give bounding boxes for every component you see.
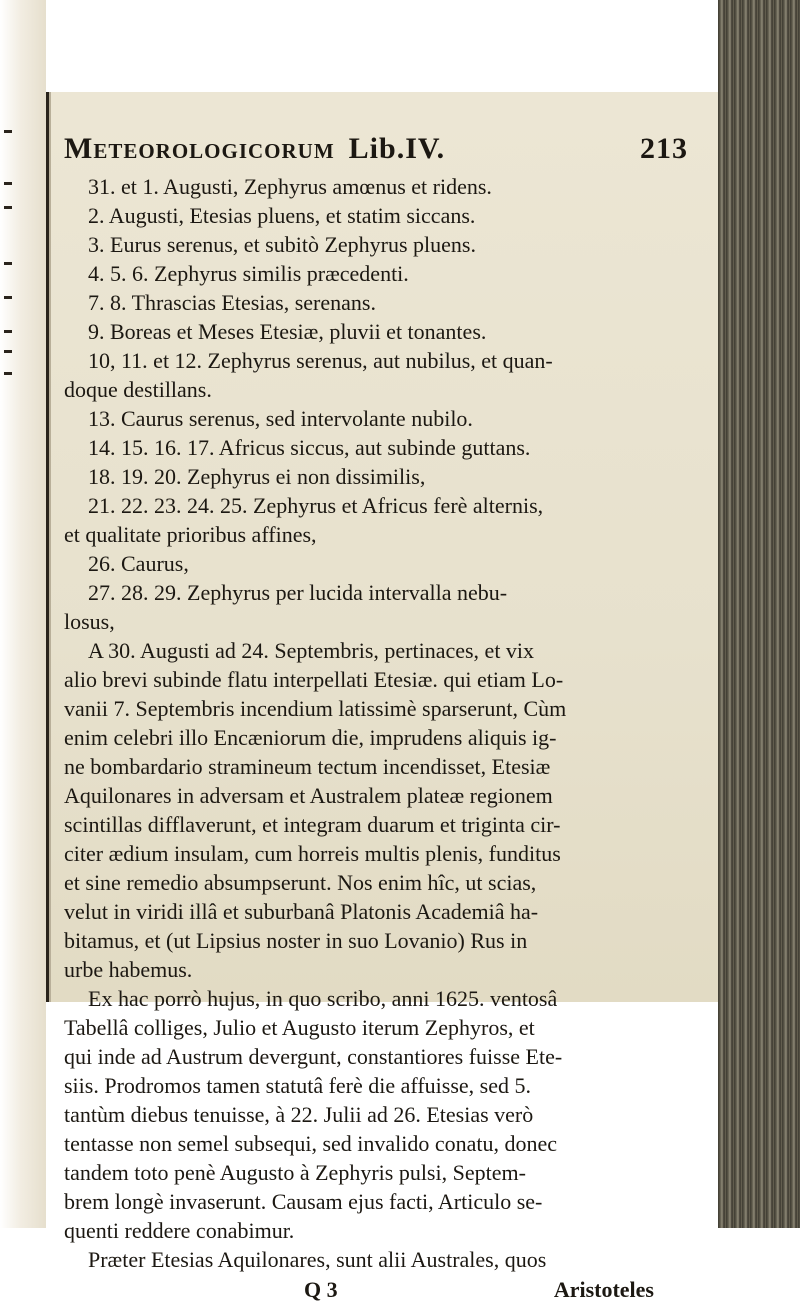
text-line: alio brevi subinde flatu interpellati Etesiæ. qui etiam Lo- (64, 667, 564, 692)
text-line: tandem toto penè Augusto à Zephyris pulsi, Septem- (64, 1160, 526, 1185)
text-line: 9. Boreas et Meses Etesiæ, pluvii et tonantes. (88, 319, 487, 344)
text-line: urbe habemus. (64, 957, 193, 982)
text-line: 3. Eurus serenus, et subitò Zephyrus pluens. (88, 232, 476, 257)
book-edge (718, 0, 800, 1228)
text-line: 21. 22. 23. 24. 25. Zephyrus et Africus ferè alternis, (88, 493, 544, 518)
text-line: 14. 15. 16. 17. Africus siccus, aut subinde guttans. (88, 435, 531, 460)
text-line: brem longè invaserunt. Causam ejus facti, Articulo se- (64, 1189, 543, 1214)
facing-page-edge (0, 0, 48, 1228)
text-line: 26. Caurus, (88, 551, 189, 576)
text-line: citer ædium insulam, cum horreis multis plenis, funditus (64, 841, 561, 866)
catchword: Aristoteles (553, 1277, 654, 1302)
text-line: velut in viridi illâ et suburbanâ Platonis Academiâ ha- (64, 899, 539, 924)
text-line: enim celebri illo Encæniorum die, imprudens aliquis ig- (64, 725, 557, 750)
text-line: 7. 8. Thrascias Etesias, serenans. (88, 290, 376, 315)
text-line: 27. 28. 29. Zephyrus per lucida intervalla nebu- (88, 580, 508, 605)
text-line: tentasse non semel subsequi, sed invalido conatu, donec (64, 1131, 558, 1156)
text-line: 31. et 1. Augusti, Zephyrus amœnus et ridens. (88, 174, 492, 199)
text-line: bitamus, et (ut Lipsius noster in suo Lovanio) Rus in (64, 928, 528, 953)
text-line: Aquilonares in adversam et Australem plateæ regionem (64, 783, 553, 808)
text-line: Præter Etesias Aquilonares, sunt alii Australes, quos (88, 1247, 547, 1272)
text-line: et sine remedio absumpserunt. Nos enim hîc, ut scias, (64, 870, 537, 895)
running-head (64, 132, 694, 166)
text-line: 10, 11. et 12. Zephyrus serenus, aut nubilus, et quan- (88, 348, 553, 373)
book-label: Lib.IV. (348, 132, 446, 165)
page-top-margin (46, 0, 718, 92)
text-line: 13. Caurus serenus, sed intervolante nubilo. (88, 406, 473, 431)
text-line: siis. Prodromos tamen statutâ ferè die affuisse, sed 5. (64, 1073, 531, 1098)
text-line: scintillas difflaverunt, et integram duarum et triginta cir- (64, 812, 561, 837)
text-line: 18. 19. 20. Zephyrus ei non dissimilis, (88, 464, 426, 489)
text-line: quenti reddere conabimur. (64, 1218, 295, 1243)
running-title: Meteorologicorum (64, 132, 335, 165)
text-line: tantùm diebus tenuisse, à 22. Julii ad 26. Etesias verò (64, 1102, 534, 1127)
text-line: vanii 7. Septembris incendium latissimè sparserunt, Cùm (64, 696, 567, 721)
text-line: Tabellâ colliges, Julio et Augusto iterum Zephyros, et (64, 1015, 535, 1040)
signature-mark: Q 3 (304, 1277, 338, 1302)
page-footer (64, 1276, 694, 1304)
page-number: 213 (640, 132, 688, 165)
text-line: et qualitate prioribus affines, (64, 522, 317, 547)
text-line: A 30. Augusti ad 24. Septembris, pertinaces, et vix (88, 638, 535, 663)
text-line: qui inde ad Austrum devergunt, constantiores fuisse Ete- (64, 1044, 563, 1069)
text-line: ne bombardario stramineum tectum incendisset, Etesiæ (64, 754, 551, 779)
text-block (64, 132, 694, 1304)
text-line: losus, (64, 609, 115, 634)
text-line: doque destillans. (64, 377, 212, 402)
text-line: Ex hac porrò hujus, in quo scribo, anni 1625. ventosâ (88, 986, 558, 1011)
text-line: 2. Augusti, Etesias pluens, et statim siccans. (88, 203, 476, 228)
text-line: 4. 5. 6. Zephyrus similis præcedenti. (88, 261, 409, 286)
